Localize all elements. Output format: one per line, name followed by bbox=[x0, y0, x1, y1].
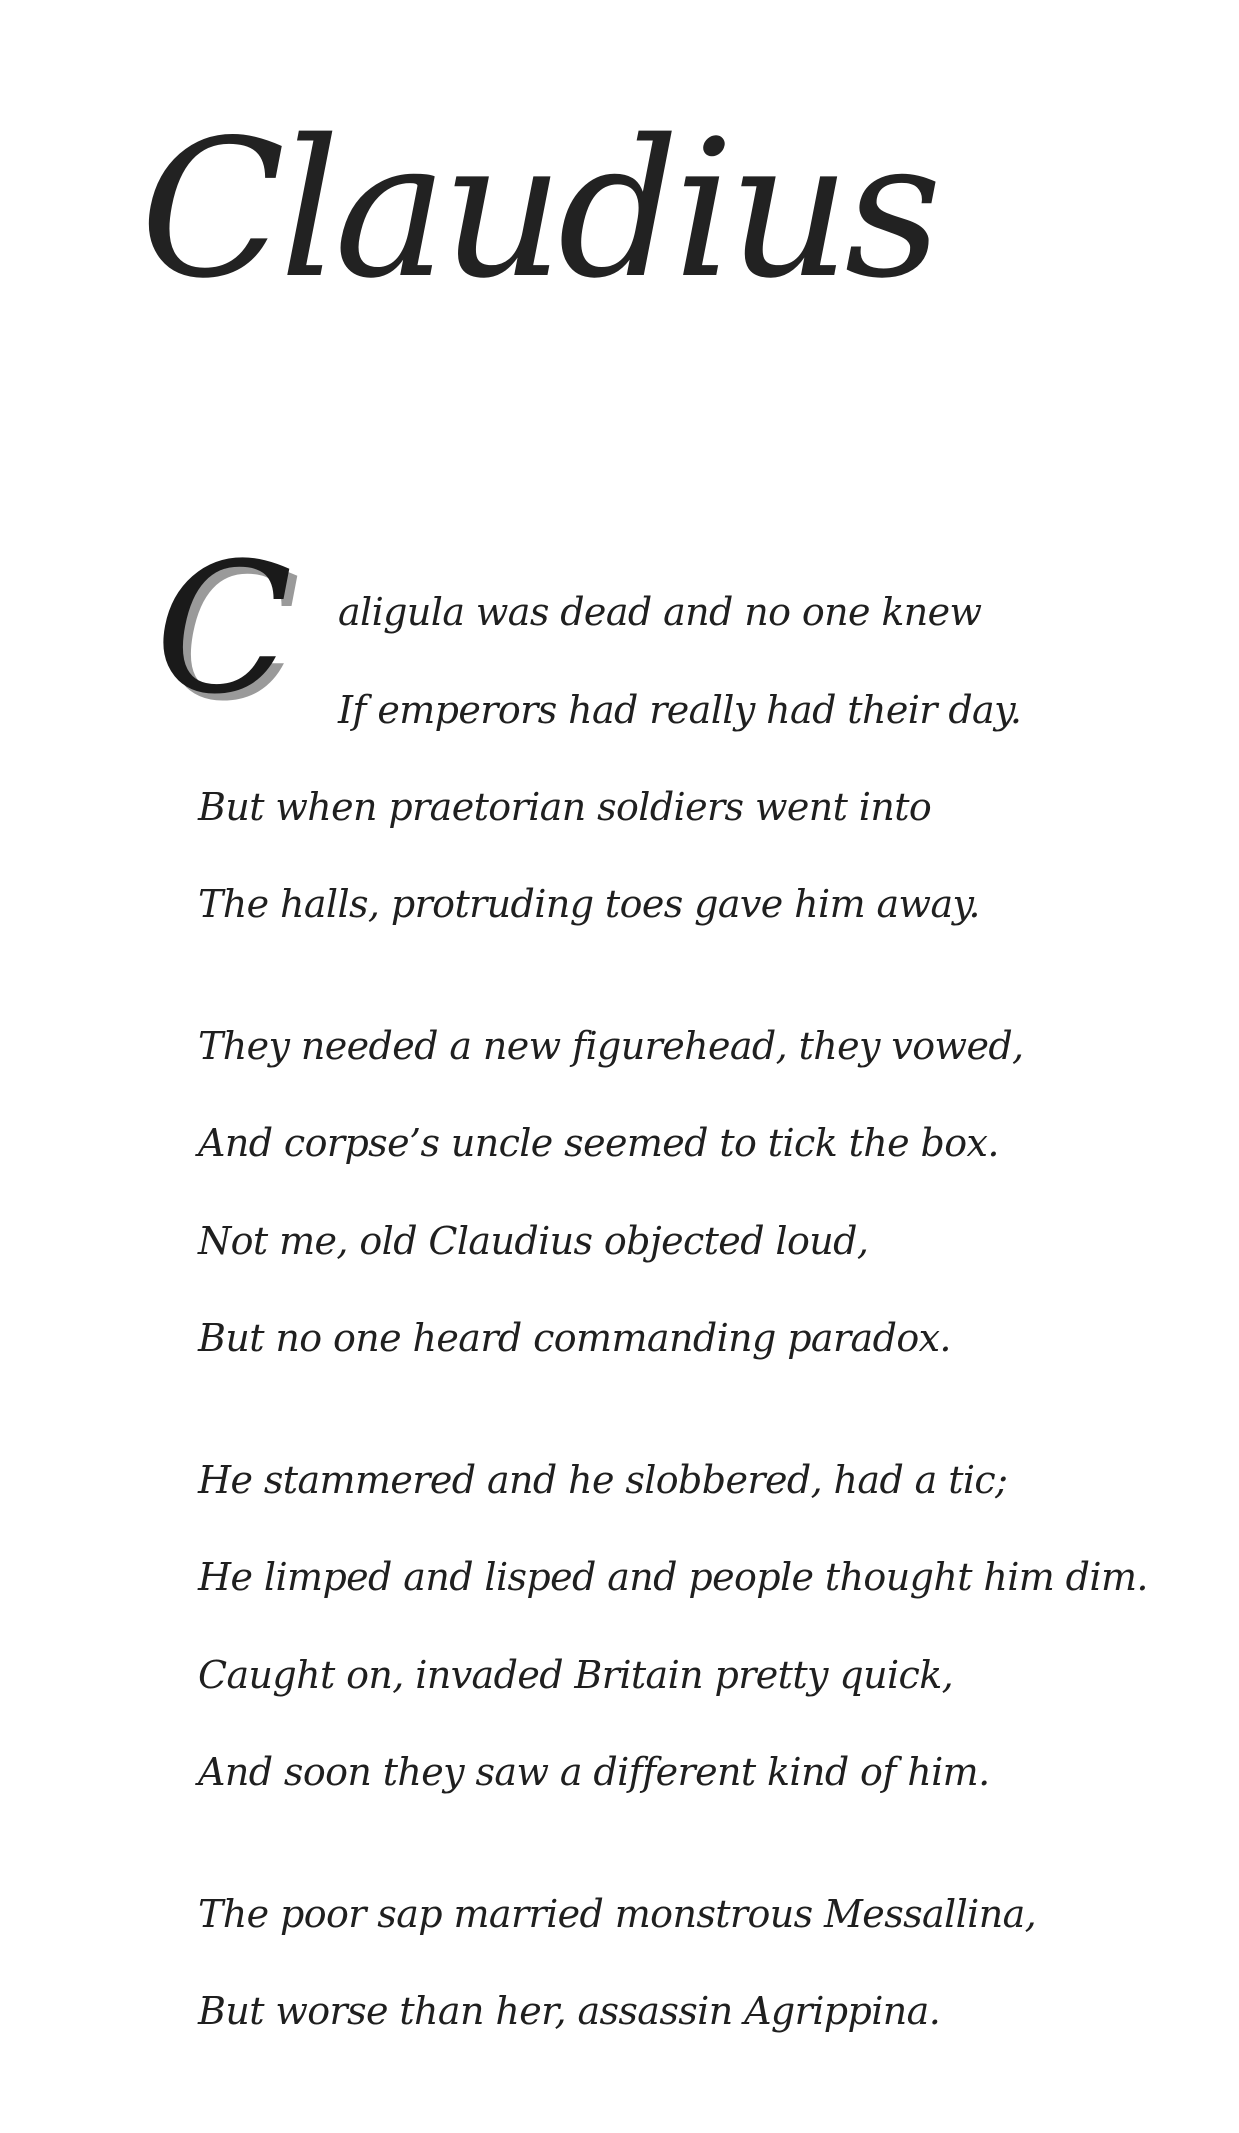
poem-line: The halls, protruding toes gave him away. bbox=[198, 882, 980, 926]
poem-title: Claudius bbox=[140, 99, 937, 320]
drop-cap: C bbox=[155, 525, 293, 734]
poem-line: But no one heard commanding paradox. bbox=[198, 1316, 951, 1360]
poem-line: But when praetorian soldiers went into bbox=[198, 785, 932, 829]
poem-line: But worse than her, assassin Agrippina. bbox=[198, 1989, 941, 2033]
poem-line: And corpse’s uncle seemed to tick the box. bbox=[198, 1121, 999, 1165]
poem-line: He stammered and he slobbered, had a tic; bbox=[198, 1458, 1008, 1502]
poem-line: He limped and lisped and people thought him dim. bbox=[198, 1555, 1148, 1599]
poem-line: If emperors had really had their day. bbox=[338, 688, 1022, 732]
poem-line: The poor sap married monstrous Messallina, bbox=[198, 1892, 1037, 1936]
poem-line: aligula was dead and no one knew bbox=[338, 590, 982, 634]
poem-line: And soon they saw a different kind of him. bbox=[198, 1750, 990, 1794]
poem-line: Not me, old Claudius objected loud, bbox=[198, 1219, 869, 1263]
poem-line: They needed a new figurehead, they vowed, bbox=[198, 1024, 1024, 1068]
poem-line: Caught on, invaded Britain pretty quick, bbox=[198, 1653, 954, 1697]
